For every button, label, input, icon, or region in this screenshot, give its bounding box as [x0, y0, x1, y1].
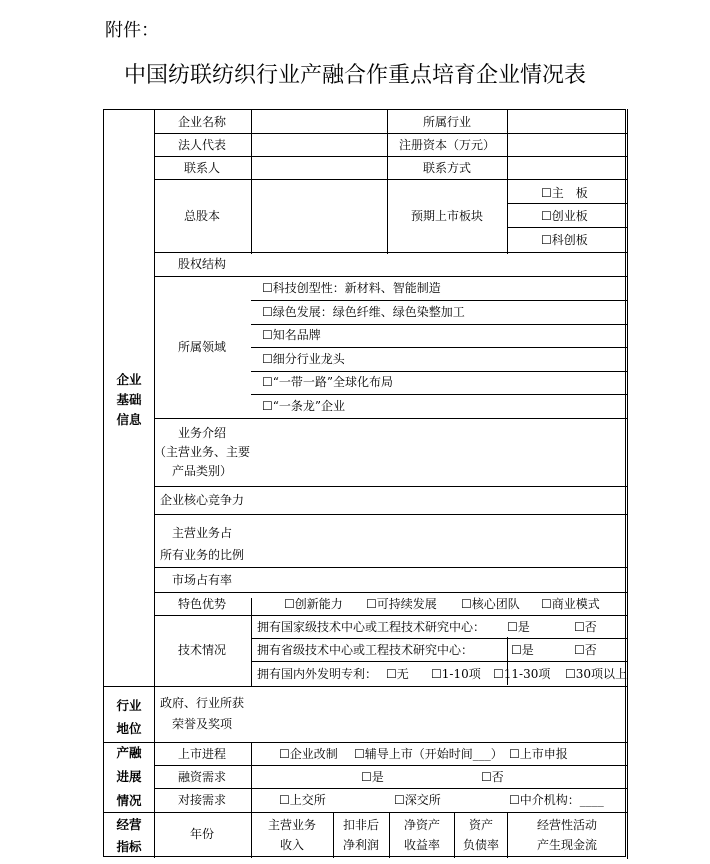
enterprise-info-table [103, 109, 626, 857]
label-market-share: 市场占有率 [171, 573, 233, 587]
checkbox-szse[interactable]: ☐深交所 [394, 793, 441, 807]
label-provincial-center: 拥有省级技术中心或工程技术研究中心： [257, 643, 474, 657]
checkbox-patent-11-30[interactable]: ☐11-30项 [493, 667, 551, 681]
label-equity: 股权结构 [177, 257, 227, 271]
checkbox-gem-board[interactable]: ☐创业板 [541, 209, 588, 223]
label-legal-rep: 法人代表 [177, 138, 227, 152]
checkbox-sse[interactable]: ☐上交所 [279, 793, 326, 807]
checkbox-tutoring[interactable]: ☐辅导上市（开始时间___） [354, 747, 503, 761]
label-listing-progress: 上市进程 [177, 747, 227, 761]
checkbox-provincial-no[interactable]: ☐否 [574, 643, 597, 657]
checkbox-patent-none[interactable]: ☐无 [386, 667, 409, 681]
checkbox-star-board[interactable]: ☐科创板 [541, 233, 588, 247]
checkbox-core-team[interactable]: ☐核心团队 [461, 597, 520, 611]
label-business-intro: 业务介绍 （主营业务、主要 产品类别） [153, 426, 251, 478]
label-core-competitiveness: 企业核心竞争力 [159, 493, 245, 507]
checkbox-patent-1-10[interactable]: ☐1-10项 [431, 667, 481, 681]
header-net-profit: 扣非后 净利润 [342, 818, 380, 852]
page-title: 中国纺联纺织行业产融合作重点培育企业情况表 [123, 63, 586, 88]
checkbox-financing-yes[interactable]: ☐是 [361, 770, 384, 784]
checkbox-patent-30plus[interactable]: ☐30项以上 [565, 667, 628, 681]
checkbox-innovation[interactable]: ☐创新能力 [284, 597, 343, 611]
label-industry-type: 所属行业 [422, 115, 472, 129]
attachment-label: 附件： [105, 20, 159, 41]
label-main-business-ratio: 主营业务占 所有业务的比例 [159, 526, 245, 562]
header-cash-flow: 经营性活动 产生现金流 [536, 818, 598, 852]
checkbox-financing-no[interactable]: ☐否 [481, 770, 504, 784]
label-listing-board: 预期上市板块 [410, 209, 484, 223]
label-national-center: 拥有国家级技术中心或工程技术研究中心： [257, 620, 486, 634]
header-roe: 净资产 收益率 [403, 818, 441, 852]
section-industry-status: 行业 地位 [116, 698, 142, 736]
label-company-name: 企业名称 [177, 115, 227, 129]
checkbox-national-yes[interactable]: ☐是 [507, 620, 530, 634]
label-docking-need: 对接需求 [177, 793, 227, 807]
checkbox-field-one-dragon[interactable]: ☐“一条龙”企业 [262, 399, 346, 413]
label-reg-capital: 注册资本（万元） [398, 138, 496, 152]
label-financing-need: 融资需求 [177, 770, 227, 784]
label-honors: 政府、行业所获 荣誉及奖项 [159, 696, 245, 731]
section-finance-progress: 产融 进展 情况 [116, 745, 142, 808]
header-main-revenue: 主营业务 收入 [267, 818, 317, 852]
checkbox-restructure[interactable]: ☐企业改制 [279, 747, 338, 761]
checkbox-national-no[interactable]: ☐否 [574, 620, 597, 634]
checkbox-field-belt-road[interactable]: ☐“一带一路”全球化布局 [262, 375, 394, 389]
label-field: 所属领域 [177, 340, 227, 354]
header-debt-ratio: 资产 负债率 [462, 818, 500, 852]
label-year: 年份 [189, 827, 215, 841]
label-contact: 联系人 [183, 161, 221, 175]
label-features: 特色优势 [177, 597, 227, 611]
label-tech: 技术情况 [177, 643, 227, 657]
checkbox-field-brand[interactable]: ☐知名品牌 [262, 328, 321, 342]
checkbox-listing-apply[interactable]: ☐上市申报 [509, 747, 568, 761]
label-patents: 拥有国内外发明专利： [257, 667, 378, 681]
label-total-shares: 总股本 [183, 209, 221, 223]
checkbox-field-green[interactable]: ☐绿色发展：绿色纤维、绿色染整加工 [262, 305, 465, 319]
checkbox-business-model[interactable]: ☐商业模式 [541, 597, 600, 611]
section-operation-indicators: 经营 指标 [116, 817, 142, 854]
checkbox-provincial-yes[interactable]: ☐是 [511, 643, 534, 657]
checkbox-sustainable[interactable]: ☐可持续发展 [366, 597, 437, 611]
label-contact-method: 联系方式 [422, 161, 472, 175]
checkbox-field-leader[interactable]: ☐细分行业龙头 [262, 352, 345, 366]
checkbox-field-tech[interactable]: ☐科技创型性：新材料、智能制造 [262, 281, 441, 295]
checkbox-main-board[interactable]: ☐主 板 [541, 186, 588, 200]
section-basic-info: 企业 基础 信息 [116, 372, 142, 427]
checkbox-intermediary[interactable]: ☐中介机构：____ [509, 793, 604, 807]
